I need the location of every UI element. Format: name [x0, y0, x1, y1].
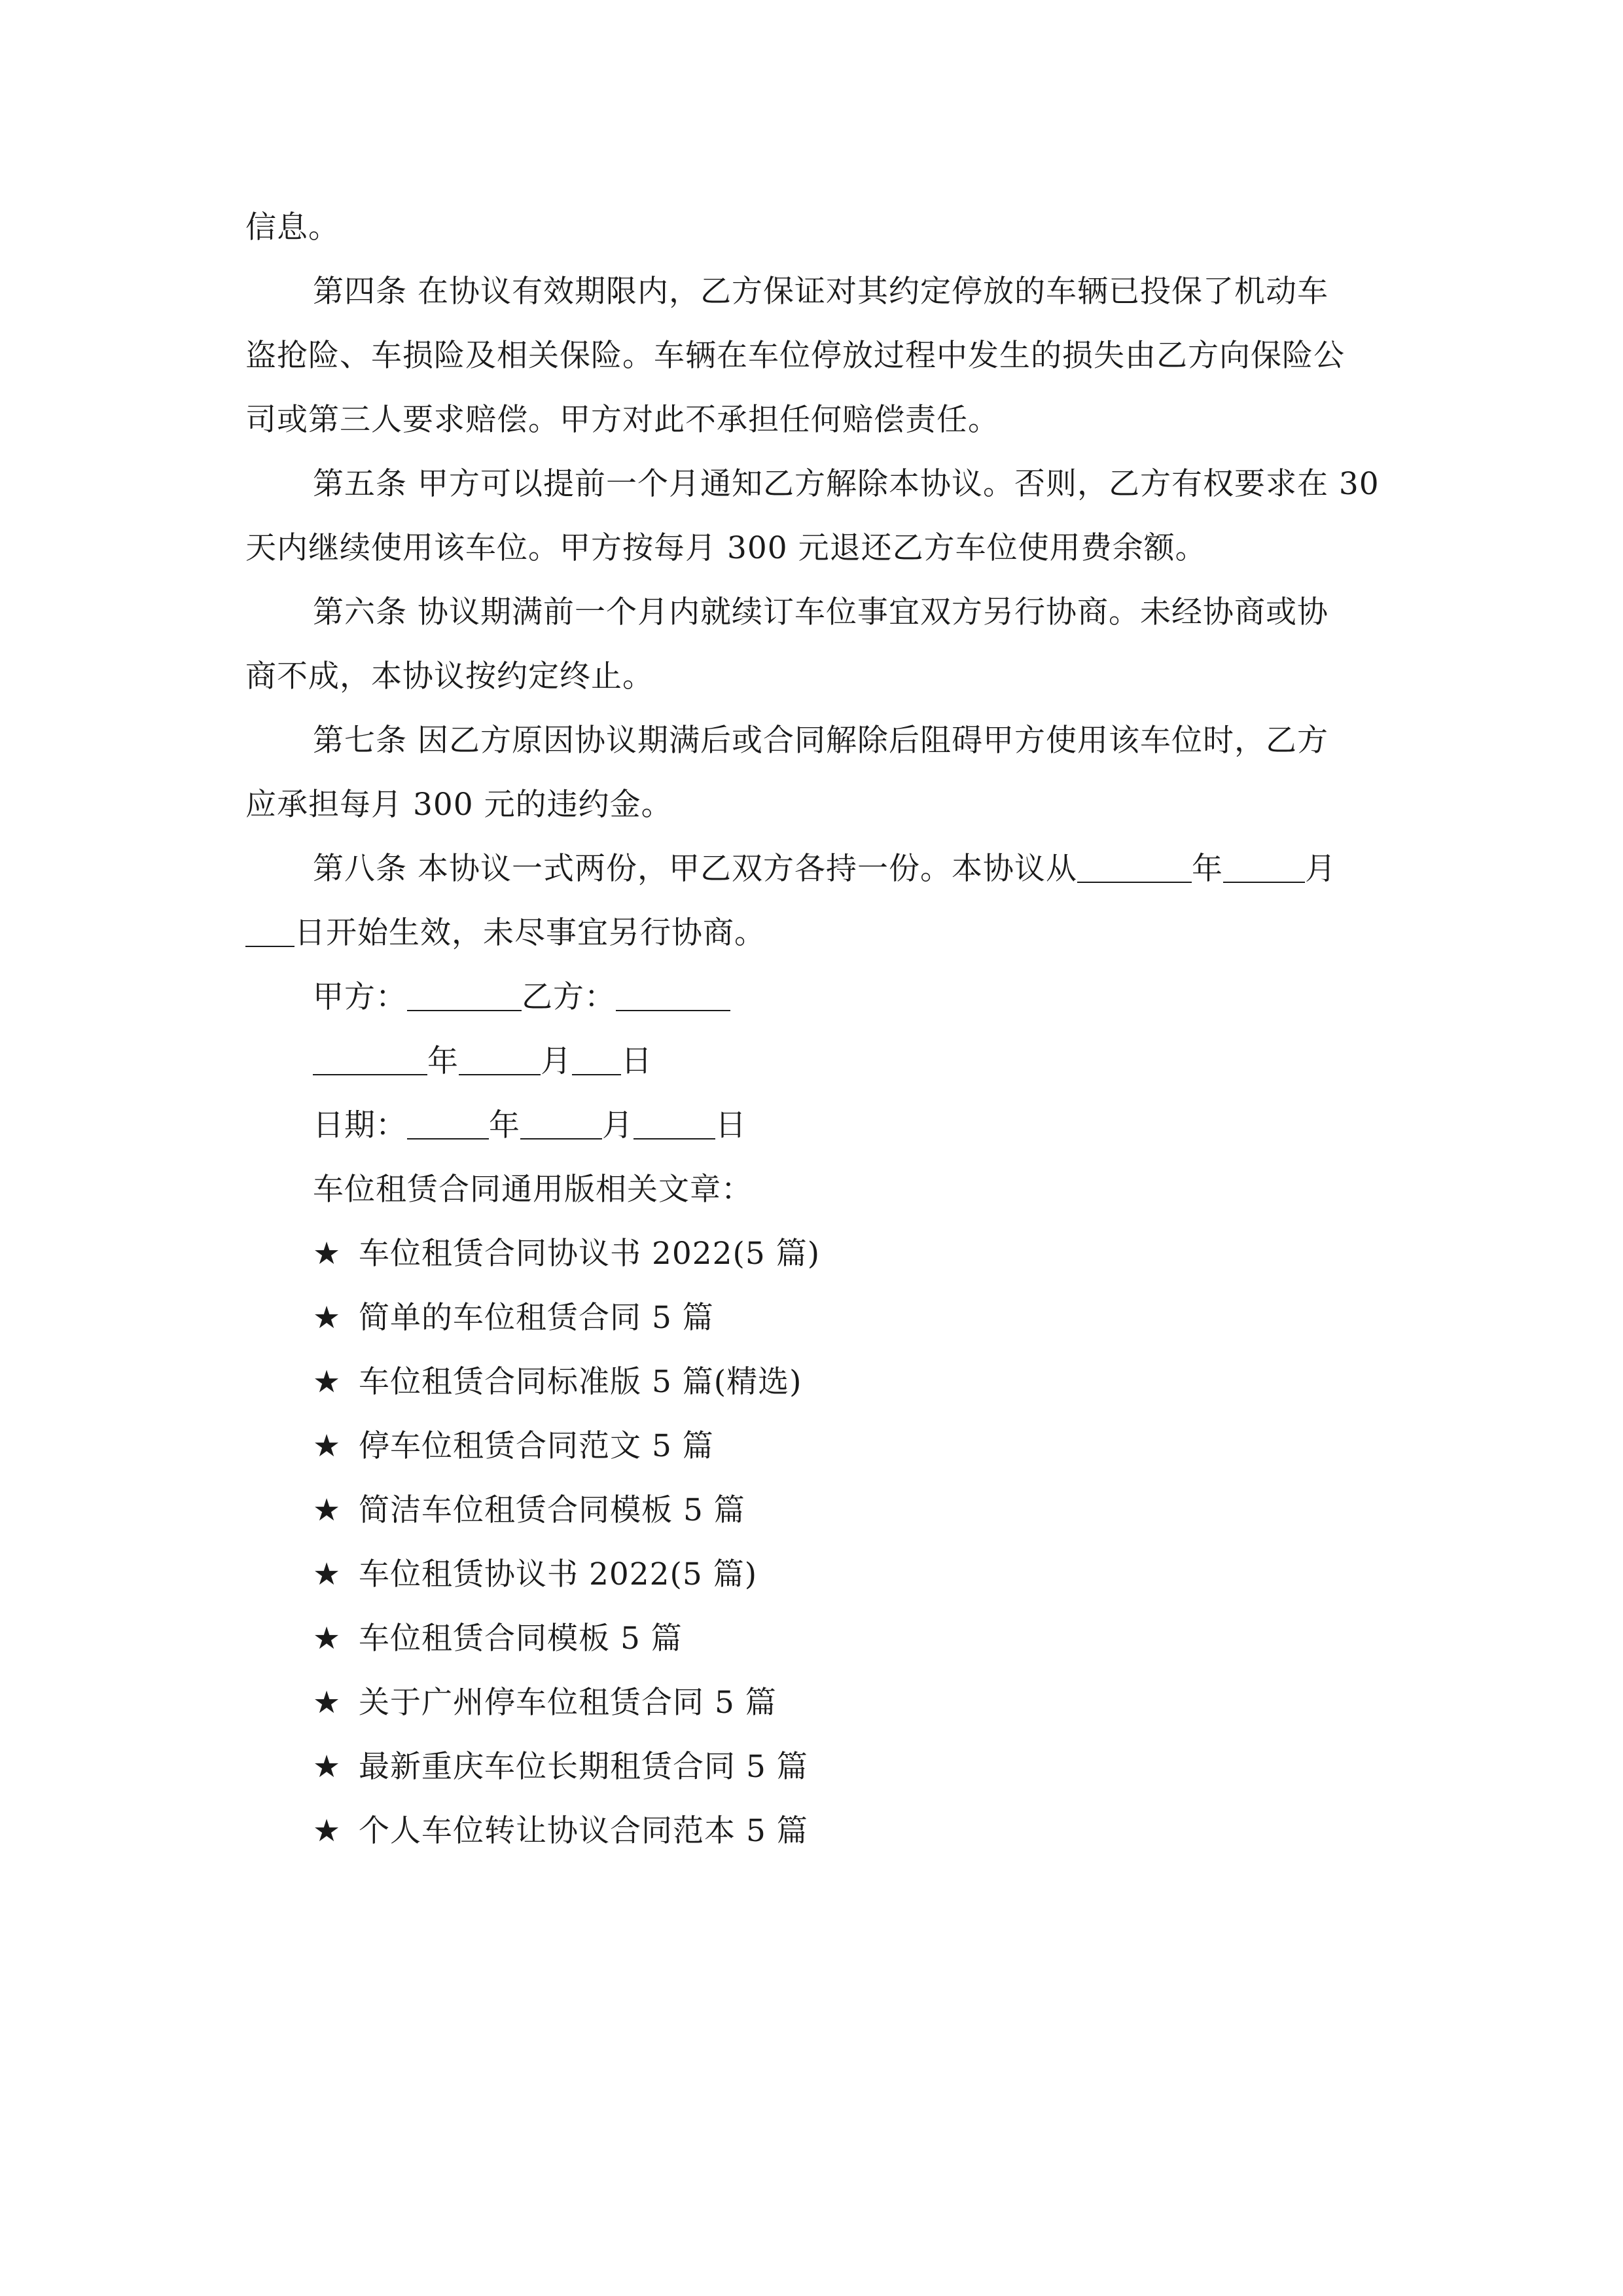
related-item-label[interactable]: 停车位租赁合同范文 5 篇 [359, 1428, 714, 1464]
sign-month-blank [459, 1045, 541, 1075]
sign-year-label: 年 [427, 1043, 459, 1079]
article-8-tail: 日开始生效，未尽事宜另行协商。 [294, 915, 766, 951]
article-6-line-1: 第六条 协议期满前一个月内就续订车位事宜双方另行协商。未经协商或协 [313, 594, 1329, 630]
date-month-label: 月 [602, 1107, 633, 1143]
star-icon: ★ [313, 1749, 342, 1785]
article-7-line-1: 第七条 因乙方原因协议期满后或合同解除后阻碍甲方使用该车位时，乙方 [313, 723, 1329, 759]
date-label: 日期： [313, 1107, 407, 1143]
related-item[interactable] [313, 1491, 745, 1530]
related-item[interactable] [313, 1234, 820, 1274]
star-icon: ★ [313, 1621, 342, 1657]
star-icon: ★ [313, 1556, 342, 1592]
related-item-label[interactable]: 车位租赁合同模板 5 篇 [359, 1621, 683, 1657]
article-5-line-1: 第五条 甲方可以提前一个月通知乙方解除本协议。否则，乙方有权要求在 30 [313, 466, 1380, 502]
party-a-label: 甲方： [313, 979, 407, 1015]
star-icon: ★ [313, 1300, 342, 1336]
article-8-line-2 [245, 914, 766, 953]
related-item-label[interactable]: 个人车位转让协议合同范本 5 篇 [359, 1813, 808, 1849]
related-item-label[interactable]: 车位租赁协议书 2022(5 篇) [359, 1556, 758, 1592]
star-icon: ★ [313, 1236, 342, 1272]
related-item[interactable] [313, 1363, 802, 1402]
related-item-label[interactable]: 车位租赁合同协议书 2022(5 篇) [359, 1236, 821, 1272]
year-label: 年 [1191, 851, 1223, 887]
date-day-label: 日 [715, 1107, 747, 1143]
star-icon: ★ [313, 1685, 342, 1721]
date-year-blank [407, 1109, 489, 1139]
sign-day-label: 日 [621, 1043, 652, 1079]
related-item[interactable] [313, 1299, 714, 1338]
party-b-label: 乙方： [522, 979, 616, 1015]
date-month-blank [520, 1109, 602, 1139]
related-item-label[interactable]: 最新重庆车位长期租赁合同 5 篇 [359, 1749, 808, 1785]
star-icon: ★ [313, 1428, 342, 1464]
party-b-blank [616, 981, 730, 1011]
related-item-label[interactable]: 简单的车位租赁合同 5 篇 [359, 1300, 714, 1336]
year-blank [1077, 853, 1192, 883]
article-8-line-1 [313, 850, 1336, 889]
sign-month-label: 月 [541, 1043, 572, 1079]
date-line [313, 1106, 747, 1145]
article-5-line-2: 天内继续使用该车位。甲方按每月 300 元退还乙方车位使用费余额。 [245, 530, 1207, 566]
article-6-line-2: 商不成，本协议按约定终止。 [245, 658, 654, 694]
sign-year-blank [313, 1045, 427, 1075]
star-icon: ★ [313, 1492, 342, 1528]
related-item[interactable] [313, 1427, 714, 1466]
star-icon: ★ [313, 1813, 342, 1849]
related-item[interactable] [313, 1683, 777, 1723]
related-item-label[interactable]: 车位租赁合同标准版 5 篇(精选) [359, 1364, 802, 1400]
article-7-line-2: 应承担每月 300 元的违约金。 [245, 787, 673, 823]
related-item[interactable] [313, 1555, 757, 1594]
signature-date-line [313, 1042, 652, 1081]
signature-parties [313, 978, 730, 1017]
related-item[interactable] [313, 1748, 808, 1787]
related-item-label[interactable]: 关于广州停车位租赁合同 5 篇 [359, 1685, 777, 1721]
sign-day-blank [572, 1045, 621, 1075]
article-4-line-3: 司或第三人要求赔偿。甲方对此不承担任何赔偿责任。 [245, 402, 999, 438]
related-item-label[interactable]: 简洁车位租赁合同模板 5 篇 [359, 1492, 745, 1528]
month-blank [1223, 853, 1305, 883]
article-4-line-2: 盗抢险、车损险及相关保险。车辆在车位停放过程中发生的损失由乙方向保险公 [245, 338, 1345, 374]
related-item[interactable] [313, 1812, 808, 1851]
star-icon: ★ [313, 1364, 342, 1400]
day-blank [245, 917, 294, 947]
related-heading: 车位租赁合同通用版相关文章： [313, 1172, 753, 1208]
date-day-blank [633, 1109, 715, 1139]
article-8-text: 第八条 本协议一式两份，甲乙双方各持一份。本协议从 [313, 851, 1077, 887]
article-4-line-1: 第四条 在协议有效期限内，乙方保证对其约定停放的车辆已投保了机动车 [313, 274, 1329, 310]
para-0-line-1: 信息。 [245, 209, 340, 245]
month-label: 月 [1304, 851, 1336, 887]
date-year-label: 年 [489, 1107, 520, 1143]
party-a-blank [407, 981, 522, 1011]
related-item[interactable] [313, 1619, 683, 1659]
